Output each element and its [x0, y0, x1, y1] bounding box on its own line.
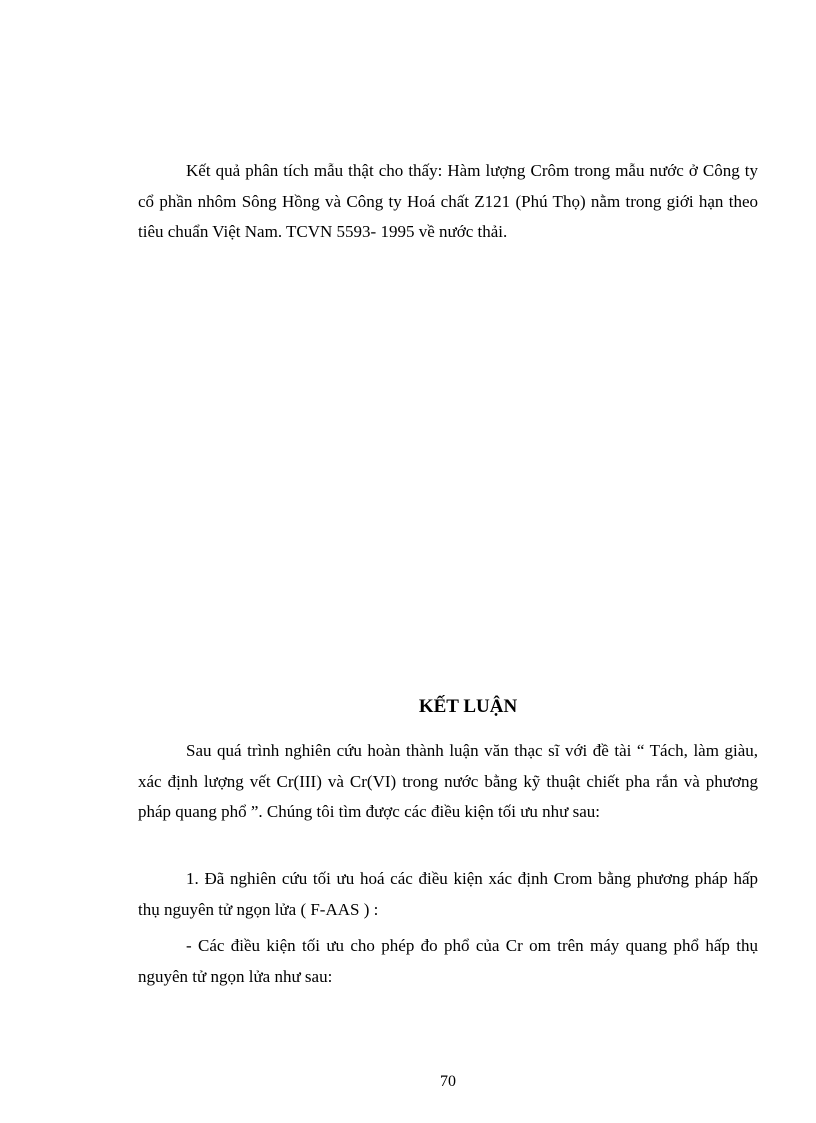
intro-section [138, 156, 758, 248]
item-1-sub-section [138, 931, 758, 992]
conclusion-section [138, 736, 758, 828]
conclusion-paragraph: Sau quá trình nghiên cứu hoàn thành luận văn thạc sĩ với đề tài “ Tách, làm giàu, xác định lượng vết Cr(III) và Cr(VI) trong nước bằng kỹ thuật chiết pha rắn và phương pháp quang phổ ”. Chúng tôi tìm được các điều kiện tối ưu như sau: [138, 741, 758, 821]
page-number: 70 [440, 1073, 456, 1090]
section-heading: KẾT LUẬN [418, 696, 518, 717]
item-1-paragraph: 1. Đã nghiên cứu tối ưu hoá các điều kiện xác định Crom bằng phương pháp hấp thụ nguyên tử ngọn lửa ( F-AAS ) : [138, 869, 758, 919]
item-1-section [138, 864, 758, 925]
item-1-sub-paragraph: - Các điều kiện tối ưu cho phép đo phổ của Cr om trên máy quang phổ hấp thụ nguyên tử ngọn lửa như sau: [138, 936, 758, 986]
intro-paragraph: Kết quả phân tích mẫu thật cho thấy: Hàm lượng Crôm trong mẫu nước ở Công ty cổ phần nhôm Sông Hồng và Công ty Hoá chất Z121 (Phú Thọ) nằm trong giới hạn theo tiêu chuẩn Việt Nam. TCVN 5593- 1995 về nước thải. [138, 161, 758, 241]
